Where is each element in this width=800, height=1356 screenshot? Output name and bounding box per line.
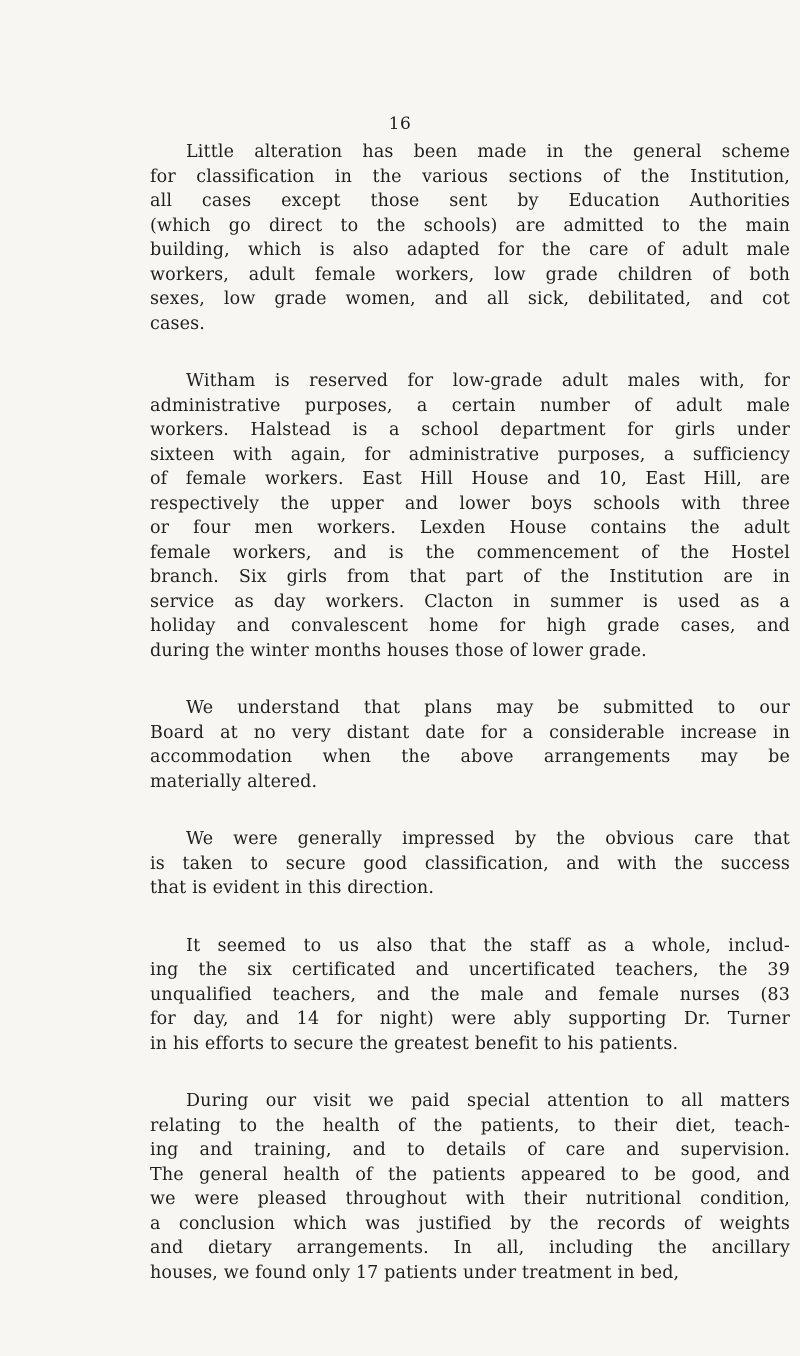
text-line: during the winter months houses those of lower grade. (150, 640, 647, 661)
text-line: We were generally impressed by the obvious care that (186, 829, 790, 849)
text-line: houses, we found only 17 patients under treatment in bed, (150, 1262, 680, 1283)
page-number: 16 (388, 114, 412, 134)
text-line: Board at no very distant date for a considerable increase in (150, 722, 790, 743)
text-line: that is evident in this direction. (150, 878, 435, 898)
text-line: sexes, low grade women, and all sick, debilitated, and cot (150, 289, 790, 309)
text-line: workers. Halstead is a school department for girls under (150, 420, 790, 440)
text-line: building, which is also adapted for the care of adult male (150, 240, 790, 260)
text-line: unqualified teachers, and the male and female nurses (83 (150, 984, 790, 1005)
text-line: is taken to secure good classification, and with the success (150, 853, 790, 874)
text-line: It seemed to us also that the staff as a whole, includ- (186, 935, 790, 956)
paragraph (150, 369, 790, 663)
text-line: we were pleased throughout with their nutritional condition, (150, 1189, 790, 1209)
text-line: or four men workers. Lexden House contains the adult (150, 518, 790, 538)
text-line: During our visit we paid special attention to all matters (186, 1091, 790, 1111)
text-line: workers, adult female workers, low grade children of both (150, 264, 790, 285)
text-line: service as day workers. Clacton in summer is used as a (150, 591, 790, 612)
body-text (150, 140, 790, 1318)
text-line: ing and training, and to details of care and supervision. (150, 1140, 790, 1160)
text-line: materially altered. (150, 771, 318, 792)
text-line: branch. Six girls from that part of the Institution are in (150, 567, 790, 587)
text-line: in his efforts to secure the greatest benefit to his patients. (150, 1033, 679, 1054)
text-line: all cases except those sent by Education Authorities (150, 191, 790, 211)
text-line: The general health of the patients appeared to be good, and (150, 1164, 790, 1185)
text-line: Little alteration has been made in the general scheme (186, 142, 790, 162)
paragraph (150, 696, 790, 794)
paragraph (150, 934, 790, 1057)
text-line: accommodation when the above arrangements may be (150, 747, 790, 767)
text-line: for day, and 14 for night) were ably supporting Dr. Turner (150, 1009, 790, 1029)
paragraph (150, 827, 790, 901)
text-line: and dietary arrangements. In all, including the ancillary (150, 1238, 790, 1258)
text-line: ing the six certificated and uncertificated teachers, the 39 (150, 960, 790, 980)
text-line: We understand that plans may be submitted to our (186, 698, 790, 718)
text-line: a conclusion which was justified by the records of weights (150, 1213, 790, 1234)
text-line: relating to the health of the patients, to their diet, teach- (150, 1115, 790, 1136)
paragraph (150, 140, 790, 336)
text-line: sixteen with again, for administrative purposes, a sufficiency (150, 444, 790, 465)
text-line: of female workers. East Hill House and 10, East Hill, are (150, 469, 790, 489)
text-line: cases. (150, 313, 206, 334)
text-line: respectively the upper and lower boys schools with three (150, 493, 790, 514)
text-line: for classification in the various sections of the Institution, (150, 166, 790, 187)
text-line: administrative purposes, a certain number of adult male (150, 395, 790, 416)
text-line: Witham is reserved for low-grade adult males with, for (186, 371, 790, 391)
text-line: female workers, and is the commencement of the Hostel (150, 542, 790, 563)
paragraph (150, 1089, 790, 1285)
text-line: holiday and convalescent home for high grade cases, and (150, 616, 790, 636)
text-line: (which go direct to the schools) are admitted to the main (150, 215, 790, 236)
